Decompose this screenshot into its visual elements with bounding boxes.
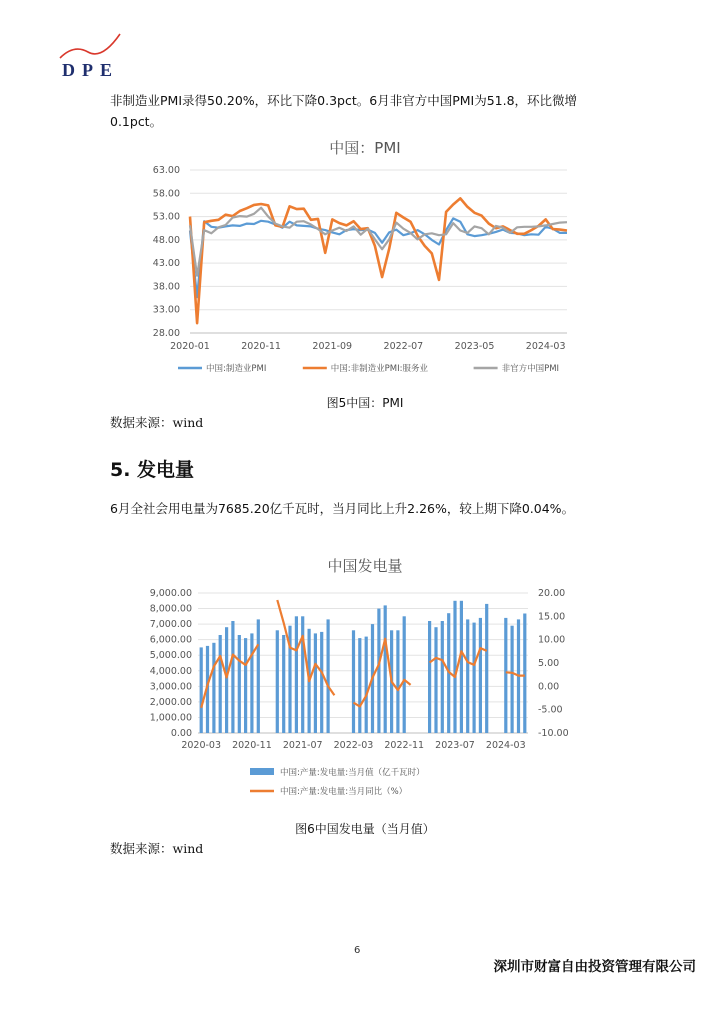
intro-paragraph: 非制造业PMI录得50.20%，环比下降0.3pct。6月非官方中国PMI为51.8，环比微增0.1pct。 [110, 93, 578, 129]
power-x-tick-label: 2024-03 [485, 740, 526, 751]
power-bar [250, 633, 253, 733]
pmi-y-tick-label: 63.00 [152, 165, 180, 176]
power-bar [276, 630, 279, 733]
power-bar [314, 633, 317, 733]
pmi-legend-label: 非官方中国PMI [501, 364, 560, 374]
power-bar [479, 618, 482, 733]
power-right-tick-label: 10.00 [538, 634, 566, 646]
power-bar [453, 601, 456, 733]
power-bar [212, 643, 215, 733]
pmi-x-tick-label: 2022-07 [383, 341, 424, 352]
power-bar [504, 618, 507, 733]
power-bar [485, 604, 488, 733]
pmi-chart-title: 中国：PMI [329, 139, 401, 157]
power-paragraph: 6月全社会用电量为7685.20亿千瓦时，当月同比上升2.26%，较上期下降0.04%。 [110, 501, 575, 516]
power-chart-caption: 图6中国发电量（当月值） [295, 822, 435, 836]
power-yoy-line [430, 648, 487, 677]
power-bar [365, 637, 368, 733]
pmi-x-tick-label: 2023-05 [454, 341, 495, 352]
power-x-tick-label: 2023-07 [435, 740, 475, 751]
company-name: 深圳市财富自由投资管理有限公司 [493, 959, 696, 975]
power-bar [384, 605, 387, 733]
power-generation-chart [0, 580, 724, 810]
pmi-y-tick-label: 58.00 [152, 188, 180, 200]
pmi-y-tick-label: 33.00 [152, 304, 180, 316]
power-legend-swatch-bar [250, 768, 274, 775]
power-x-tick-label: 2020-11 [232, 740, 272, 751]
power-left-tick-label: 0.00 [170, 728, 192, 739]
power-bar [428, 621, 431, 733]
power-bar [434, 627, 437, 733]
power-legend-label-line: 中国:产量:发电量:当月同比（%） [280, 787, 408, 797]
pmi-x-tick-label: 2020-01 [170, 341, 210, 352]
power-bar [301, 616, 304, 733]
power-x-tick-label: 2022-11 [384, 740, 425, 751]
power-bar [511, 626, 514, 733]
power-bar [441, 621, 444, 733]
power-bar [523, 614, 526, 734]
power-right-tick-label: 0.00 [538, 681, 560, 693]
power-bar [320, 632, 323, 733]
logo-swoosh-icon [60, 34, 120, 58]
power-bar [295, 616, 298, 733]
power-left-tick-label: 4,000.00 [149, 665, 192, 677]
pmi-legend-label: 中国:制造业PMI [206, 364, 267, 374]
logo-text: DPE [62, 60, 119, 80]
power-bar [352, 630, 355, 733]
power-bar [327, 619, 330, 733]
power-left-tick-label: 3,000.00 [149, 681, 192, 693]
power-left-tick-label: 7,000.00 [149, 619, 192, 631]
power-yoy-line [354, 639, 411, 707]
power-right-tick-label: 20.00 [538, 588, 566, 599]
power-bar [244, 638, 247, 733]
power-left-tick-label: 5,000.00 [149, 650, 192, 662]
pmi-data-source: 数据来源：wind [110, 415, 204, 430]
power-bar [238, 635, 241, 733]
power-bar [396, 630, 399, 733]
power-x-tick-label: 2022-03 [333, 740, 374, 751]
power-left-tick-label: 6,000.00 [149, 634, 192, 646]
power-legend-label-bar: 中国:产量:发电量:当月值（亿千瓦时） [280, 768, 425, 778]
power-x-tick-label: 2020-03 [181, 740, 222, 751]
pmi-y-tick-label: 53.00 [152, 211, 180, 223]
pmi-y-tick-label: 38.00 [152, 281, 180, 293]
pmi-chart-caption: 图5中国：PMI [326, 396, 404, 410]
power-left-tick-label: 2,000.00 [149, 696, 192, 708]
power-bar [460, 601, 463, 733]
power-right-tick-label: 15.00 [538, 611, 566, 623]
page-number: 6 [354, 945, 361, 956]
pmi-x-tick-label: 2020-11 [241, 341, 281, 352]
pmi-y-tick-label: 43.00 [152, 258, 180, 270]
power-bar [466, 619, 469, 733]
power-bar [282, 635, 285, 733]
power-left-tick-label: 1,000.00 [149, 712, 192, 724]
power-bar [403, 616, 406, 733]
power-bar [358, 638, 361, 733]
power-right-tick-label: -5.00 [538, 704, 563, 716]
power-chart-title: 中国发电量 [327, 557, 403, 575]
power-left-tick-label: 8,000.00 [149, 603, 192, 615]
pmi-x-tick-label: 2021-09 [312, 341, 353, 352]
power-left-tick-label: 9,000.00 [149, 588, 192, 599]
power-bar [377, 609, 380, 733]
pmi-legend-label: 中国:非制造业PMI:服务业 [330, 364, 429, 374]
power-yoy-line [201, 644, 258, 708]
pmi-line-chart [0, 160, 724, 420]
power-right-tick-label: -10.00 [538, 728, 569, 739]
power-bar [219, 635, 222, 733]
pmi-x-tick-label: 2024-03 [525, 341, 566, 352]
section-heading: 5. 发电量 [110, 459, 195, 481]
power-bar [231, 621, 234, 733]
power-right-tick-label: 5.00 [538, 658, 560, 669]
power-bar [200, 647, 203, 733]
power-x-tick-label: 2021-07 [282, 740, 323, 751]
power-yoy-line [506, 672, 525, 675]
pmi-y-tick-label: 48.00 [152, 234, 180, 246]
power-bar [225, 627, 228, 733]
pmi-y-tick-label: 28.00 [152, 328, 180, 339]
power-data-source: 数据来源：wind [110, 841, 204, 856]
power-yoy-line [277, 600, 334, 695]
power-bar [473, 623, 476, 733]
power-bar [257, 619, 260, 733]
